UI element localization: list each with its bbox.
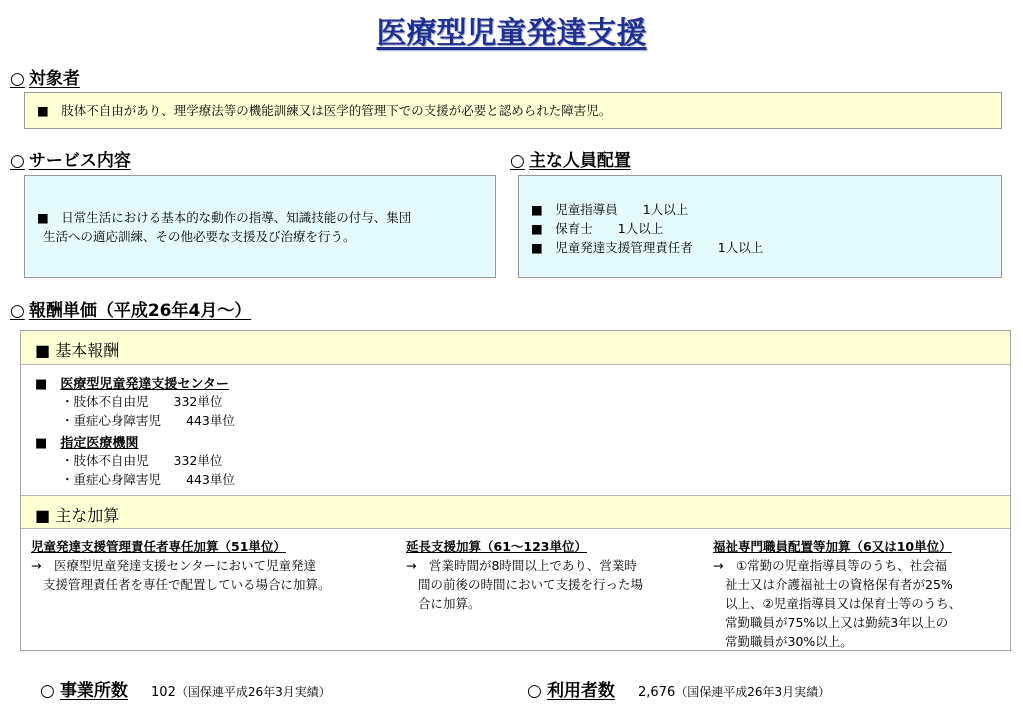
- service-line-1: ■ 日常生活における基本的な動作の指導、知識技能の付与、集団: [37, 210, 412, 225]
- center-item: ・肢体不自由児 332単位: [61, 394, 223, 409]
- fees-heading: [10, 296, 251, 321]
- addition-line: 合に加算。: [418, 596, 481, 611]
- circle-bullet-icon: ○: [10, 151, 25, 171]
- addition-title: 福祉専門職員配置等加算（6又は10単位）: [713, 539, 952, 554]
- circle-bullet-icon: ○: [40, 681, 55, 701]
- square-bullet-icon: ■: [35, 377, 48, 392]
- staffing-item: ■ 児童発達支援管理責任者 1人以上: [531, 240, 764, 255]
- additions-band: ■ 主な加算: [21, 495, 1010, 529]
- center-item: ・重症心身障害児 443単位: [61, 413, 235, 428]
- facilities-stat: [40, 676, 331, 701]
- users-stat: [527, 676, 830, 701]
- circle-bullet-icon: ○: [510, 151, 525, 171]
- staffing-heading-label: 主な人員配置: [528, 151, 631, 171]
- circle-bullet-icon: ○: [527, 681, 542, 701]
- users-note: （国保連平成26年3月実績）: [675, 685, 831, 699]
- addition-title: 延長支援加算（61～123単位）: [406, 539, 587, 554]
- facility-item: ・重症心身障害児 443単位: [61, 472, 235, 487]
- service-heading-label: サービス内容: [28, 151, 131, 171]
- fees-table: [20, 330, 1011, 651]
- users-label: 利用者数: [546, 681, 615, 701]
- facility-title: 指定医療機関: [60, 436, 139, 451]
- circle-bullet-icon: ○: [10, 69, 25, 89]
- users-value: 2,676: [638, 685, 676, 700]
- addition-line: 以上、②児童指導員又は保育士等のうち、: [725, 596, 962, 611]
- target-heading: [10, 64, 80, 89]
- addition-title: 児童発達支援管理責任者専任加算（51単位）: [31, 539, 286, 554]
- addition-line: → 医療型児童発達支援センターにおいて児童発達: [31, 558, 316, 573]
- addition-line: → ①常勤の児童指導員等のうち、社会福: [713, 558, 948, 573]
- square-bullet-icon: ■: [35, 436, 48, 451]
- target-box: [24, 92, 1002, 129]
- facilities-note: （国保連平成26年3月実績）: [175, 685, 331, 699]
- fees-heading-label: 報酬単価（平成26年4月～）: [28, 301, 252, 321]
- addition-line: → 営業時間が8時間以上であり、営業時: [406, 558, 637, 573]
- addition-column: [406, 537, 706, 613]
- service-heading: [10, 146, 131, 171]
- addition-column: [31, 537, 401, 594]
- facility-item: ・肢体不自由児 332単位: [61, 453, 223, 468]
- addition-line: 支援管理責任者を専任で配置している場合に加算。: [43, 577, 331, 592]
- circle-bullet-icon: ○: [10, 301, 25, 321]
- facility-title-row: [35, 432, 138, 451]
- service-line-2: 生活への適応訓練、その他必要な支援及び治療を行う。: [43, 229, 356, 244]
- facilities-label: 事業所数: [59, 681, 128, 701]
- target-text: ■ 肢体不自由があり、理学療法等の機能訓練又は医学的管理下での支援が必要と認められた障害児。: [37, 103, 612, 118]
- page-title: 医療型児童発達支援: [376, 16, 647, 51]
- basic-fee-band: ■ 基本報酬: [21, 331, 1010, 365]
- service-box: [24, 175, 496, 278]
- center-title-row: [35, 373, 229, 392]
- center-title: 医療型児童発達支援センター: [60, 377, 229, 392]
- staffing-box: [518, 175, 1002, 278]
- staffing-heading: [510, 146, 631, 171]
- addition-line: 常勤職員が75%以上又は勤続3年以上の: [725, 615, 949, 630]
- addition-line: 常勤職員が30%以上。: [725, 634, 853, 649]
- staffing-item: ■ 児童指導員 1人以上: [531, 202, 689, 217]
- addition-line: 祉士又は介護福祉士の資格保有者が25%: [725, 577, 953, 592]
- target-heading-label: 対象者: [28, 69, 80, 89]
- staffing-item: ■ 保育士 1人以上: [531, 221, 664, 236]
- facilities-value: 102: [151, 685, 176, 700]
- addition-line: 間の前後の時間において支援を行った場: [418, 577, 644, 592]
- addition-column: [713, 537, 1003, 651]
